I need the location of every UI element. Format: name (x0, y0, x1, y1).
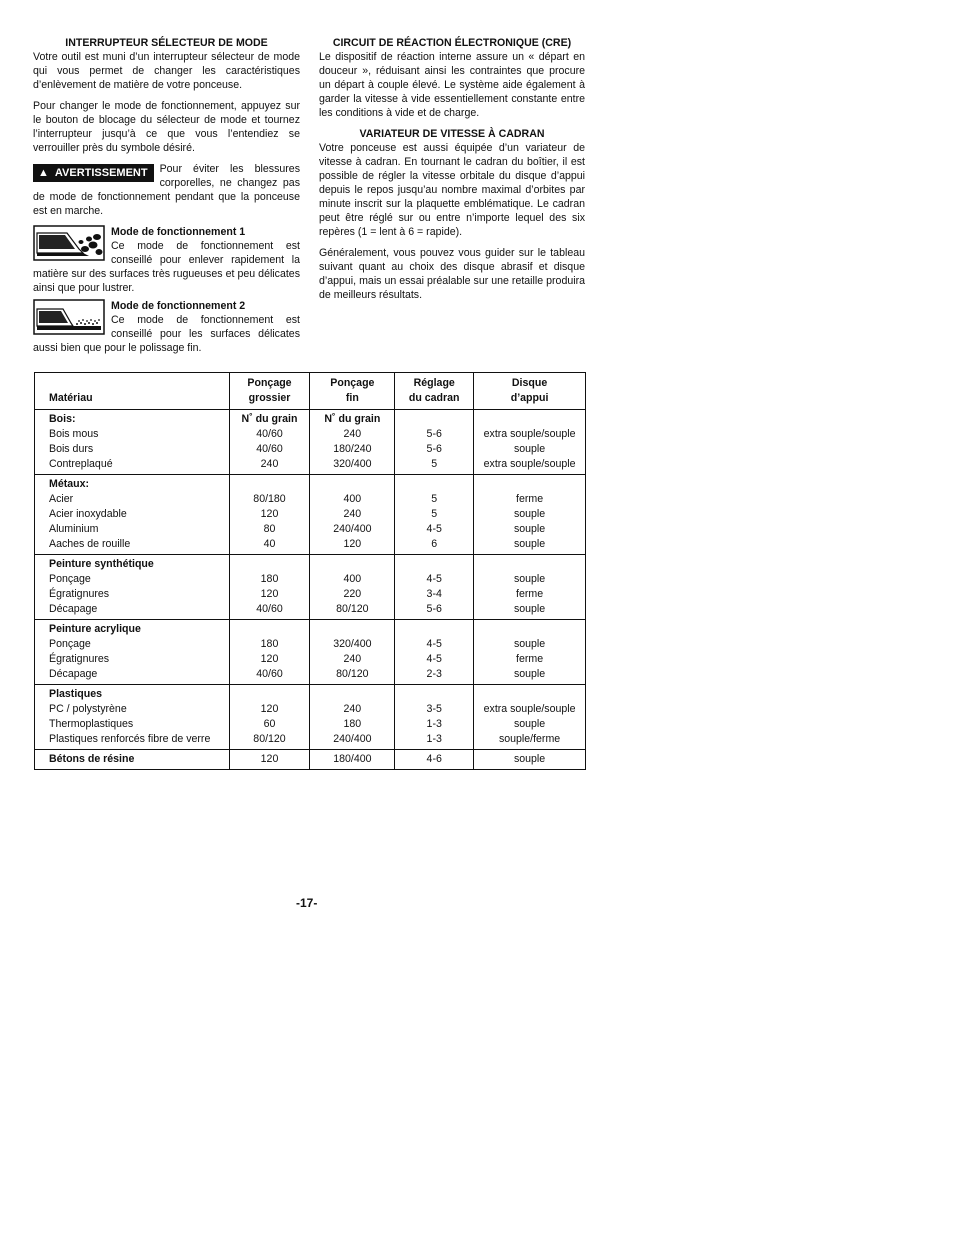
fine-grit-cell (310, 685, 395, 750)
cell-value: 40/60 (256, 603, 283, 615)
cell-value: 120 (260, 703, 279, 715)
cell-value: 180/240 (333, 443, 372, 455)
cell-value: souple (513, 638, 546, 650)
group-blank (313, 557, 391, 572)
coarse-grit-cell (229, 620, 310, 685)
material-cell (35, 555, 230, 620)
group-blank (477, 477, 582, 492)
cell-value: 400 (343, 493, 362, 505)
group-name: Peinture synthétique (49, 558, 154, 570)
grain-label: N˚ du grain (241, 413, 298, 425)
backing-pad-cell (474, 620, 586, 685)
group-blank (477, 622, 582, 637)
warning-triangle-icon: ▲ (38, 167, 49, 179)
cell-value: Ponçage (49, 638, 91, 650)
table-row (35, 620, 586, 685)
group-name: Plastiques (49, 688, 102, 700)
group-blank (233, 477, 307, 492)
warning-text: Pour éviter les blessures corporelles, ne changez pas de mode de fonctionnement pendant que la ponceuse est en marche. (33, 163, 300, 217)
fine-grit-cell (310, 620, 395, 685)
speed-dial-heading: VARIATEUR DE VITESSE À CADRAN (359, 128, 545, 140)
mode-2-title: Mode de fonctionnement 2 (111, 300, 246, 312)
cell-value: Décapage (49, 668, 98, 680)
cell-value: 240/400 (333, 523, 372, 535)
cell-value: 80/180 (253, 493, 286, 505)
group-blank (398, 622, 470, 637)
cell-value: 2-3 (426, 668, 442, 680)
group-blank (477, 557, 582, 572)
cell-value: souple/ferme (498, 733, 561, 745)
mode-change-instructions: Pour changer le mode de fonctionnement, appuyez sur le bouton de blocage du sélecteur de mode et tournez l’interrupteur jusqu’à ce que vous l’entendiez se verrouiller près du symbole désiré. (33, 100, 300, 154)
cell-value: 80/120 (336, 603, 369, 615)
table-row (35, 410, 586, 475)
sanding-guide-table (34, 372, 586, 770)
dial-setting-cell (395, 620, 474, 685)
material-cell (35, 475, 230, 555)
cell-value: Acier inoxydable (49, 508, 127, 520)
group-blank (313, 622, 391, 637)
cell-value: souple (513, 538, 546, 550)
group-blank (398, 557, 470, 572)
cell-value: Égratignures (49, 588, 110, 600)
table-row (35, 685, 586, 750)
material-cell (35, 410, 230, 475)
cell-value: 5 (431, 508, 438, 520)
cell-value: 40/60 (256, 428, 283, 440)
cell-value: 40 (263, 538, 276, 550)
cell-value: 120 (260, 588, 279, 600)
dial-setting-cell (395, 410, 474, 475)
mode-1-text: Ce mode de fonctionnement est conseillé pour enlever rapidement la matière sur des surfaces très rugueuses et peu délicates ainsi que pour lustrer. (33, 240, 300, 294)
backing-pad-cell (474, 555, 586, 620)
coarse-grit-cell (229, 410, 310, 475)
cre-text: Le dispositif de réaction interne assure un « départ en douceur », réduisant ainsi les contraintes que procure un départ à couple élevé. Le système aide également à garder la vitesse à vide essentiellement constante entre les conditions à vide et de charge. (319, 51, 585, 119)
cell-value: Aluminium (49, 523, 99, 535)
cell-value: 3-4 (426, 588, 442, 600)
cell-value: 5-6 (426, 603, 442, 615)
backing-pad-cell (474, 685, 586, 750)
grain-label: N˚ du grain (324, 413, 381, 425)
dial-setting-cell (395, 685, 474, 750)
cell-value: 4-5 (426, 653, 442, 665)
group-blank (233, 557, 307, 572)
mode-2-fine-icon (33, 299, 105, 335)
backing-pad-cell: souple (474, 750, 586, 770)
backing-pad-cell (474, 475, 586, 555)
material-cell (35, 685, 230, 750)
cre-heading: CIRCUIT DE RÉACTION ÉLECTRONIQUE (CRE) (332, 37, 572, 49)
cell-value: Plastiques renforcés fibre de verre (49, 733, 211, 745)
fine-grit-cell: 180/400 (310, 750, 395, 770)
cell-value: Bois mous (49, 428, 99, 440)
mode-2-text: Ce mode de fonctionnement est conseillé pour les surfaces délicates aussi bien que pour le polissage fin. (33, 314, 300, 354)
cell-value: Égratignures (49, 653, 110, 665)
warning-badge (33, 164, 154, 182)
group-blank (233, 622, 307, 637)
table-row (35, 555, 586, 620)
cell-value: 120 (260, 508, 279, 520)
dial-setting-cell (395, 475, 474, 555)
group-blank (398, 687, 470, 702)
cell-value: Aaches de rouille (49, 538, 131, 550)
warning-label: AVERTISSEMENT (54, 167, 148, 179)
header-coarse: Ponçage grossier (229, 373, 310, 410)
cell-value: Acier (49, 493, 74, 505)
header-fine: Ponçage fin (310, 373, 395, 410)
coarse-grit-cell (229, 475, 310, 555)
group-blank (313, 477, 391, 492)
cell-value: 80/120 (336, 668, 369, 680)
cell-value: ferme (516, 653, 544, 665)
header-material: Matériau (35, 373, 230, 410)
speed-dial-text: Votre ponceuse est aussi équipée d’un variateur de vitesse à cadran. En tournant le cadran du boîtier, il est possible de régler la vitesse orbitale du disque d’appui depuis le repos jusqu’au nombre maximal d’orbites par minute inscrit sur la plaquette emblématique. Le cadran peut être réglé sur ou entre n’importe lequel des six repères (1 = lent à 6 = rapide). (319, 142, 585, 238)
cell-value: 4-5 (426, 523, 442, 535)
cell-value: 180 (260, 573, 279, 585)
group-name: Métaux: (49, 478, 90, 490)
material-cell: Bétons de résine (35, 750, 230, 770)
cell-value: 400 (343, 573, 362, 585)
group-name: Peinture acrylique (49, 623, 141, 635)
cell-value: Contreplaqué (49, 458, 113, 470)
cell-value: souple (513, 603, 546, 615)
cell-value: 240 (260, 458, 279, 470)
cell-value: 1-3 (426, 733, 442, 745)
group-blank (477, 412, 582, 427)
cell-value: PC / polystyrène (49, 703, 127, 715)
table-header-row (35, 373, 586, 410)
cell-value: Décapage (49, 603, 98, 615)
cell-value: 4-5 (426, 573, 442, 585)
dial-setting-cell: 4-6 (395, 750, 474, 770)
cell-value: extra souple/souple (483, 458, 576, 470)
page-number: -17- (296, 896, 318, 910)
fine-grit-cell (310, 555, 395, 620)
warning-block (33, 162, 300, 218)
cell-value: 240/400 (333, 733, 372, 745)
table-row (35, 750, 586, 770)
cell-value: 320/400 (333, 638, 372, 650)
fine-grit-cell (310, 475, 395, 555)
coarse-grit-cell: 120 (229, 750, 310, 770)
cell-value: 5 (431, 458, 438, 470)
cell-value: ferme (516, 588, 544, 600)
mode-1-title: Mode de fonctionnement 1 (111, 226, 246, 238)
cell-value: 4-5 (426, 638, 442, 650)
cell-value: 80 (263, 523, 276, 535)
cell-value: 6 (431, 538, 438, 550)
cell-value: 5-6 (426, 428, 442, 440)
cell-value: 40/60 (256, 668, 283, 680)
cell-value: 40/60 (256, 443, 283, 455)
group-blank (313, 687, 391, 702)
cell-value: Ponçage (49, 573, 91, 585)
mode-1-block (33, 225, 300, 295)
cell-value: 60 (263, 718, 276, 730)
cell-value: Thermoplastiques (49, 718, 134, 730)
cell-value: souple (513, 573, 546, 585)
group-blank (233, 687, 307, 702)
cell-value: 5 (431, 493, 438, 505)
cell-value: 120 (260, 653, 279, 665)
cell-value: 240 (343, 508, 362, 520)
group-blank (398, 477, 470, 492)
group-name: Bois: (49, 413, 76, 425)
mode-2-block (33, 299, 300, 355)
cell-value: 240 (343, 703, 362, 715)
mode-selector-heading: INTERRUPTEUR SÉLECTEUR DE MODE (65, 37, 268, 49)
cell-value: 180 (260, 638, 279, 650)
header-dial: Réglage du cadran (395, 373, 474, 410)
cell-value: souple (513, 508, 546, 520)
cell-value: 3-5 (426, 703, 442, 715)
cell-value: extra souple/souple (483, 703, 576, 715)
header-pad: Disque d’appui (474, 373, 586, 410)
cell-value: 1-3 (426, 718, 442, 730)
cell-value: souple (513, 523, 546, 535)
mode-1-coarse-icon (33, 225, 105, 261)
cell-value: 120 (343, 538, 362, 550)
guide-text: Généralement, vous pouvez vous guider sur le tableau suivant quant au choix des disque abrasif et disque d’appui, mais un essai préalable sur une retaille produira de meilleurs résultats. (319, 247, 585, 301)
backing-pad-cell (474, 410, 586, 475)
cell-value: extra souple/souple (483, 428, 576, 440)
cell-value: 5-6 (426, 443, 442, 455)
cell-value: 80/120 (253, 733, 286, 745)
material-cell (35, 620, 230, 685)
coarse-grit-cell (229, 555, 310, 620)
cell-value: 320/400 (333, 458, 372, 470)
group-blank (477, 687, 582, 702)
cell-value: 180 (343, 718, 362, 730)
cell-value: 220 (343, 588, 362, 600)
left-column (33, 36, 300, 359)
cell-value: ferme (516, 493, 544, 505)
coarse-grit-cell (229, 685, 310, 750)
cell-value: 240 (343, 653, 362, 665)
dial-setting-cell (395, 555, 474, 620)
mode-selector-intro: Votre outil est muni d’un interrupteur sélecteur de mode qui vous permet de changer les caractéristiques d’enlèvement de matière de votre ponceuse. (33, 51, 300, 91)
table-row (35, 475, 586, 555)
cell-value: 240 (343, 428, 362, 440)
cell-value: souple (513, 443, 546, 455)
group-blank (398, 412, 470, 427)
cell-value: souple (513, 668, 546, 680)
cell-value: Bois durs (49, 443, 94, 455)
fine-grit-cell (310, 410, 395, 475)
right-column (319, 36, 585, 309)
cell-value: souple (513, 718, 546, 730)
